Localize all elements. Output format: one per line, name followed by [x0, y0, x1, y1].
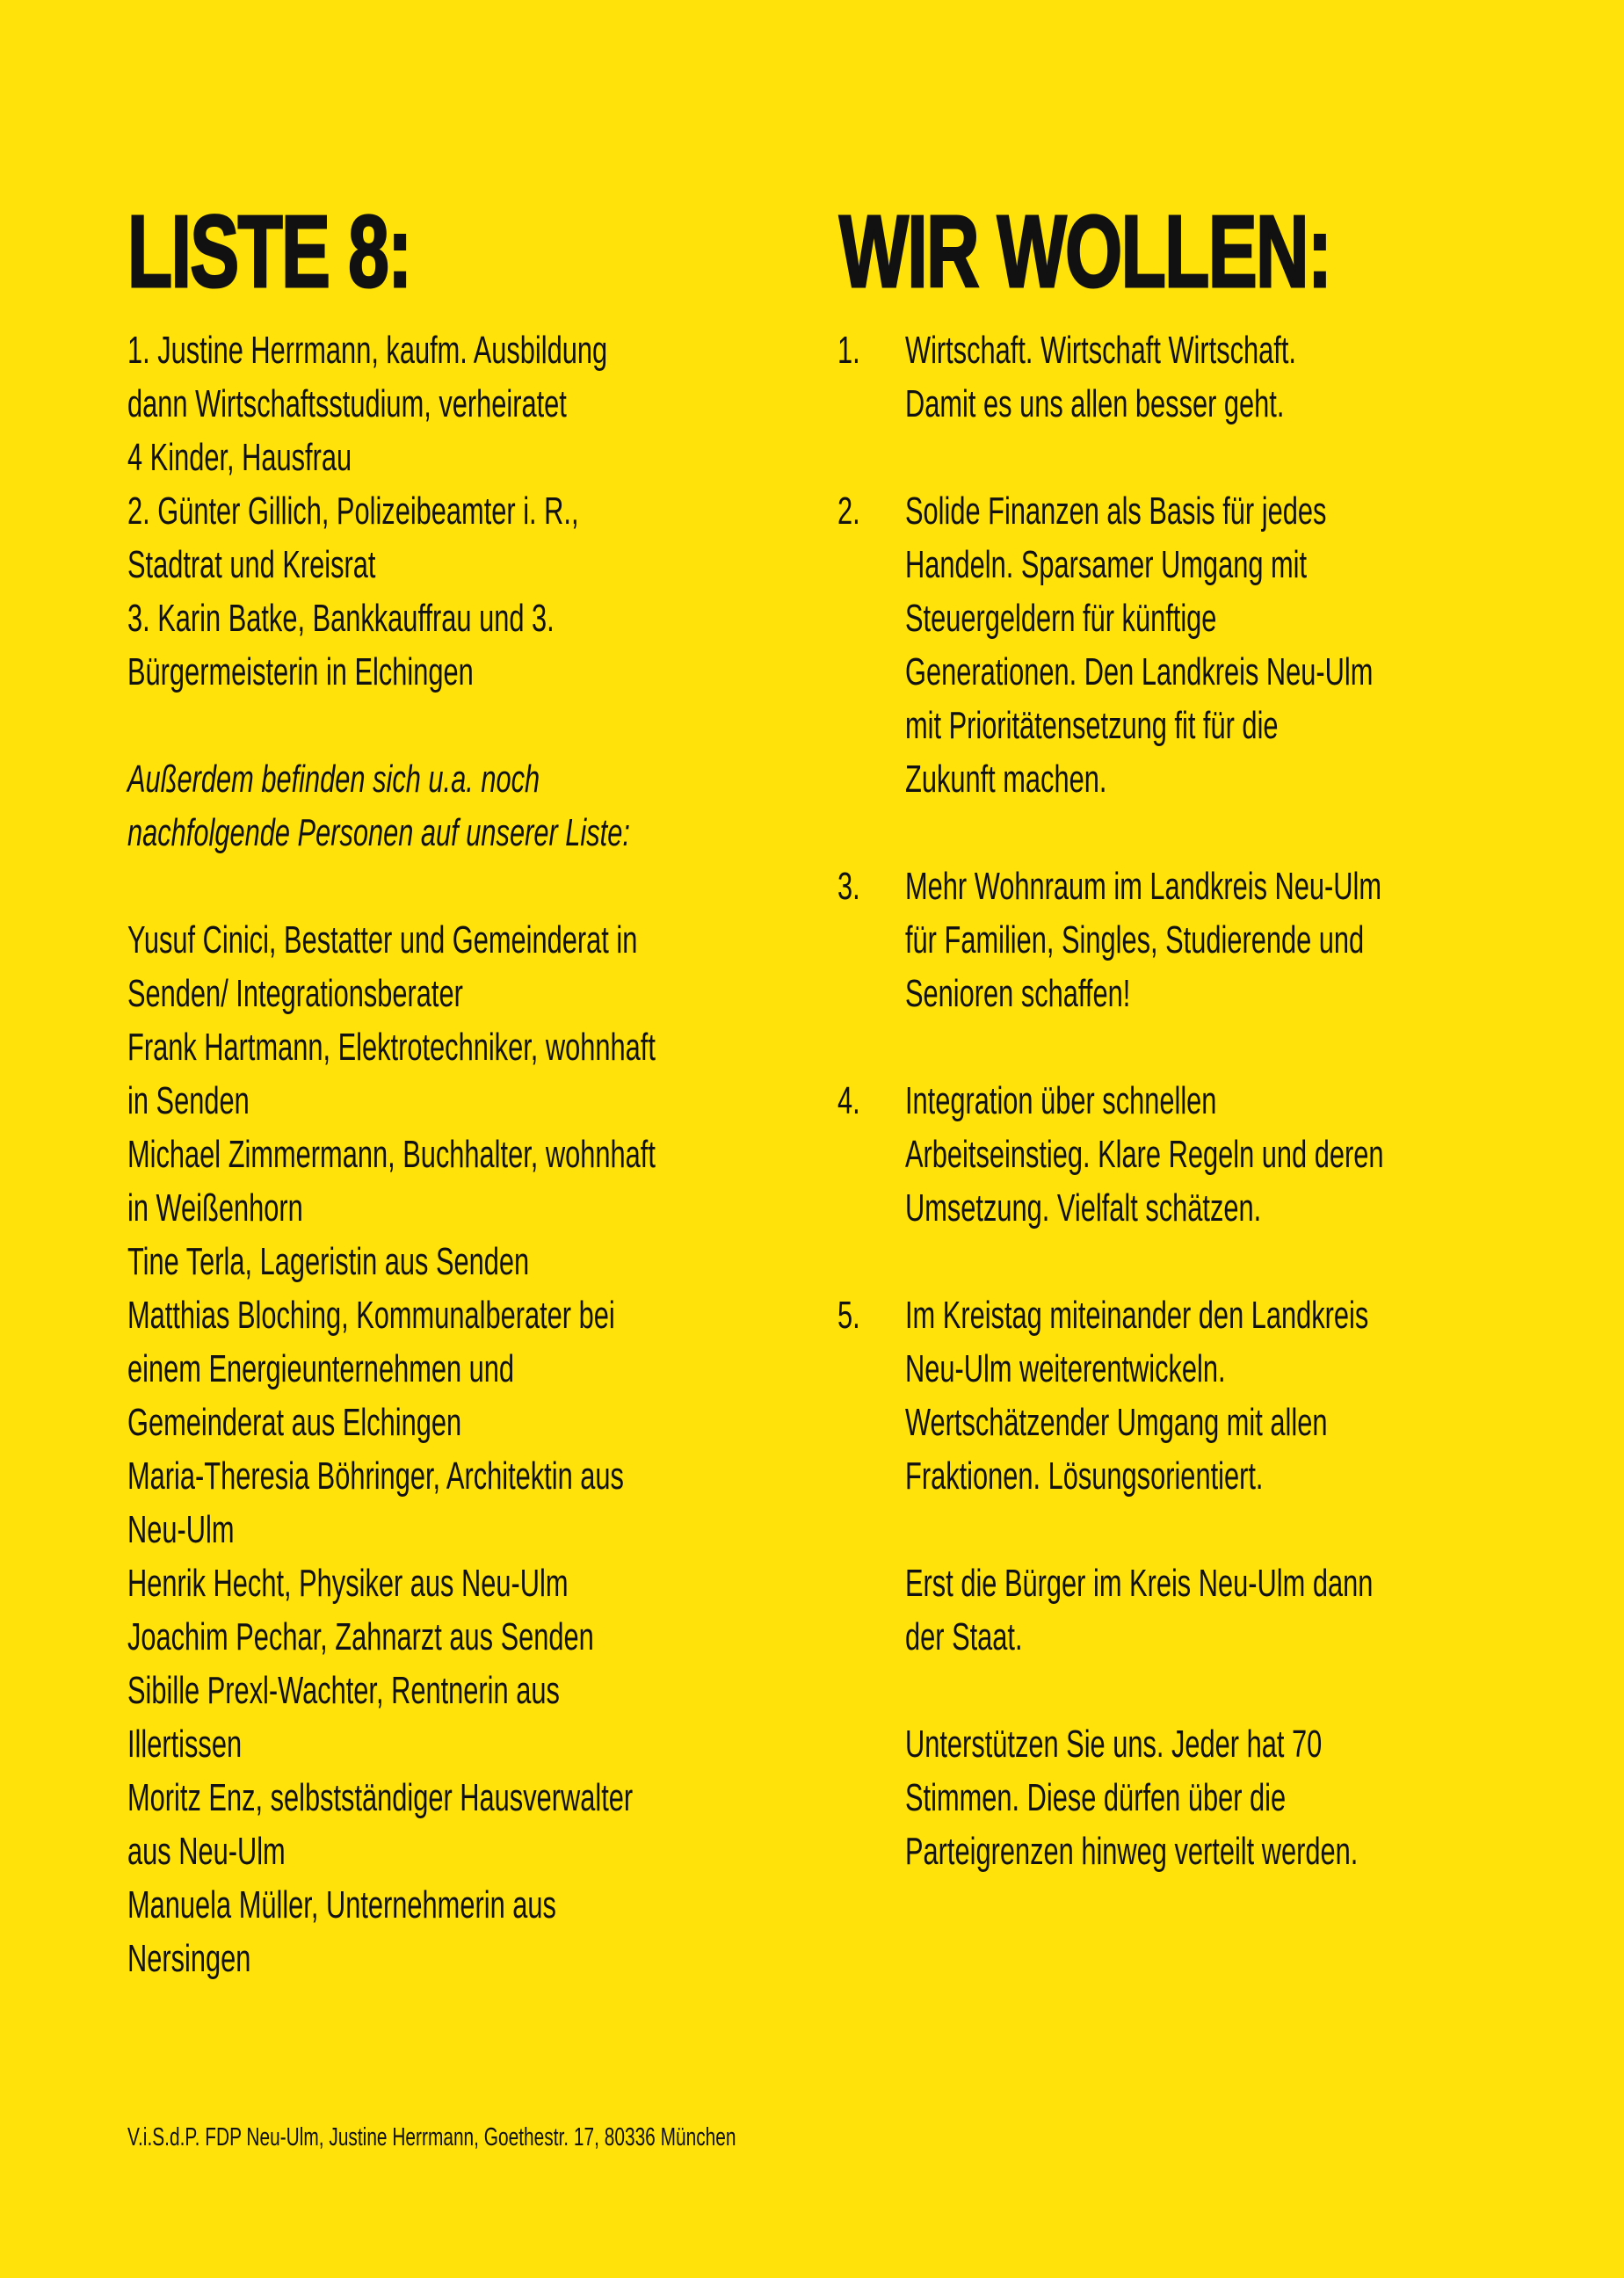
- person-line: Yusuf Cinici, Bestatter und Gemeinderat in: [127, 918, 638, 961]
- person-line: Moritz Enz, selbstständiger Hausverwalter: [127, 1776, 634, 1819]
- closing-line: der Staat.: [905, 1615, 1023, 1658]
- goal-line: Zukunft machen.: [905, 758, 1107, 801]
- goal-number: 1.: [837, 329, 860, 372]
- candidate-line: dann Wirtschaftsstudium, verheiratet: [127, 382, 567, 425]
- person-line: Frank Hartmann, Elektrotechniker, wohnhaft: [127, 1026, 656, 1069]
- goal-line: Im Kreistag miteinander den Landkreis: [905, 1294, 1369, 1337]
- closing-line: Erst die Bürger im Kreis Neu-Ulm dann: [905, 1562, 1374, 1605]
- further-persons: [127, 913, 881, 1985]
- list-intro: [127, 752, 881, 860]
- person-line: Maria-Theresia Böhringer, Architektin aus: [127, 1455, 624, 1498]
- goals-list: [837, 323, 1541, 1878]
- candidate-line: Stadtrat und Kreisrat: [127, 543, 376, 586]
- goal-item: [837, 323, 1541, 431]
- goal-line: Umsetzung. Vielfalt schätzen.: [905, 1186, 1262, 1230]
- person-line: Manuela Müller, Unternehmerin aus: [127, 1883, 556, 1926]
- goal-number: 3.: [837, 865, 860, 908]
- person-line: Senden/ Integrationsberater: [127, 972, 463, 1015]
- goal-line: Wertschätzender Umgang mit allen: [905, 1401, 1328, 1444]
- goal-number: 4.: [837, 1079, 860, 1122]
- list-title: LISTE 8:: [127, 193, 411, 308]
- candidate-line: Bürgermeisterin in Elchingen: [127, 650, 474, 693]
- person-line: Michael Zimmermann, Buchhalter, wohnhaft: [127, 1133, 656, 1176]
- candidate-list: [127, 323, 881, 1985]
- goal-number: 5.: [837, 1294, 860, 1337]
- goal-line: Integration über schnellen: [905, 1079, 1217, 1122]
- top-candidates: [127, 323, 881, 699]
- person-line: Illertissen: [127, 1723, 243, 1766]
- intro-line: nachfolgende Personen auf unserer Liste:: [127, 811, 630, 854]
- goal-item: [837, 1074, 1541, 1235]
- person-line: Gemeinderat aus Elchingen: [127, 1401, 462, 1444]
- imprint-footer: V.i.S.d.P. FDP Neu-Ulm, Justine Herrmann, Goethestr. 17, 80336 München: [127, 2123, 736, 2151]
- appeal-line: Stimmen. Diese dürfen über die: [905, 1776, 1287, 1819]
- goal-line: mit Prioritätensetzung fit für die: [905, 704, 1279, 747]
- candidate-line: 2. Günter Gillich, Polizeibeamter i. R.,: [127, 490, 579, 533]
- goal-line: Fraktionen. Lösungsorientiert.: [905, 1455, 1264, 1498]
- person-line: einem Energieunternehmen und: [127, 1347, 515, 1390]
- support-appeal: [905, 1717, 1541, 1878]
- goal-item: [837, 860, 1541, 1020]
- goal-line: Generationen. Den Landkreis Neu-Ulm: [905, 650, 1374, 693]
- candidate-line: 1. Justine Herrmann, kaufm. Ausbildung: [127, 329, 608, 372]
- goal-line: Damit es uns allen besser geht.: [905, 382, 1285, 425]
- goal-number: 2.: [837, 490, 860, 533]
- goal-line: Wirtschaft. Wirtschaft Wirtschaft.: [905, 329, 1296, 372]
- person-line: in Weißenhorn: [127, 1186, 303, 1230]
- appeal-line: Parteigrenzen hinweg verteilt werden.: [905, 1830, 1359, 1873]
- person-line: aus Neu-Ulm: [127, 1830, 286, 1873]
- goal-item: [837, 1288, 1541, 1503]
- goal-item: [837, 484, 1541, 806]
- goal-line: Steuergeldern für künftige: [905, 597, 1217, 640]
- person-line: Sibille Prexl-Wachter, Rentnerin aus: [127, 1669, 560, 1712]
- person-line: Matthias Bloching, Kommunalberater bei: [127, 1294, 615, 1337]
- person-line: in Senden: [127, 1079, 250, 1122]
- appeal-line: Unterstützen Sie uns. Jeder hat 70: [905, 1723, 1323, 1766]
- intro-line: Außerdem befinden sich u.a. noch: [127, 758, 540, 801]
- goal-line: Neu-Ulm weiterentwickeln.: [905, 1347, 1226, 1390]
- person-line: Neu-Ulm: [127, 1508, 235, 1551]
- goal-line: Arbeitseinstieg. Klare Regeln und deren: [905, 1133, 1384, 1176]
- person-line: Joachim Pechar, Zahnarzt aus Senden: [127, 1615, 594, 1658]
- person-line: Henrik Hecht, Physiker aus Neu-Ulm: [127, 1562, 569, 1605]
- candidate-line: 3. Karin Batke, Bankkauffrau und 3.: [127, 597, 555, 640]
- goal-line: Handeln. Sparsamer Umgang mit: [905, 543, 1308, 586]
- goals-title: WIR WOLLEN:: [839, 193, 1331, 308]
- goal-line: Solide Finanzen als Basis für jedes: [905, 490, 1327, 533]
- goal-line: für Familien, Singles, Studierende und: [905, 918, 1365, 961]
- person-line: Nersingen: [127, 1937, 251, 1980]
- closing-statement: [905, 1556, 1541, 1664]
- candidate-line: 4 Kinder, Hausfrau: [127, 436, 352, 479]
- goal-line: Mehr Wohnraum im Landkreis Neu-Ulm: [905, 865, 1382, 908]
- goal-line: Senioren schaffen!: [905, 972, 1131, 1015]
- person-line: Tine Terla, Lageristin aus Senden: [127, 1240, 530, 1283]
